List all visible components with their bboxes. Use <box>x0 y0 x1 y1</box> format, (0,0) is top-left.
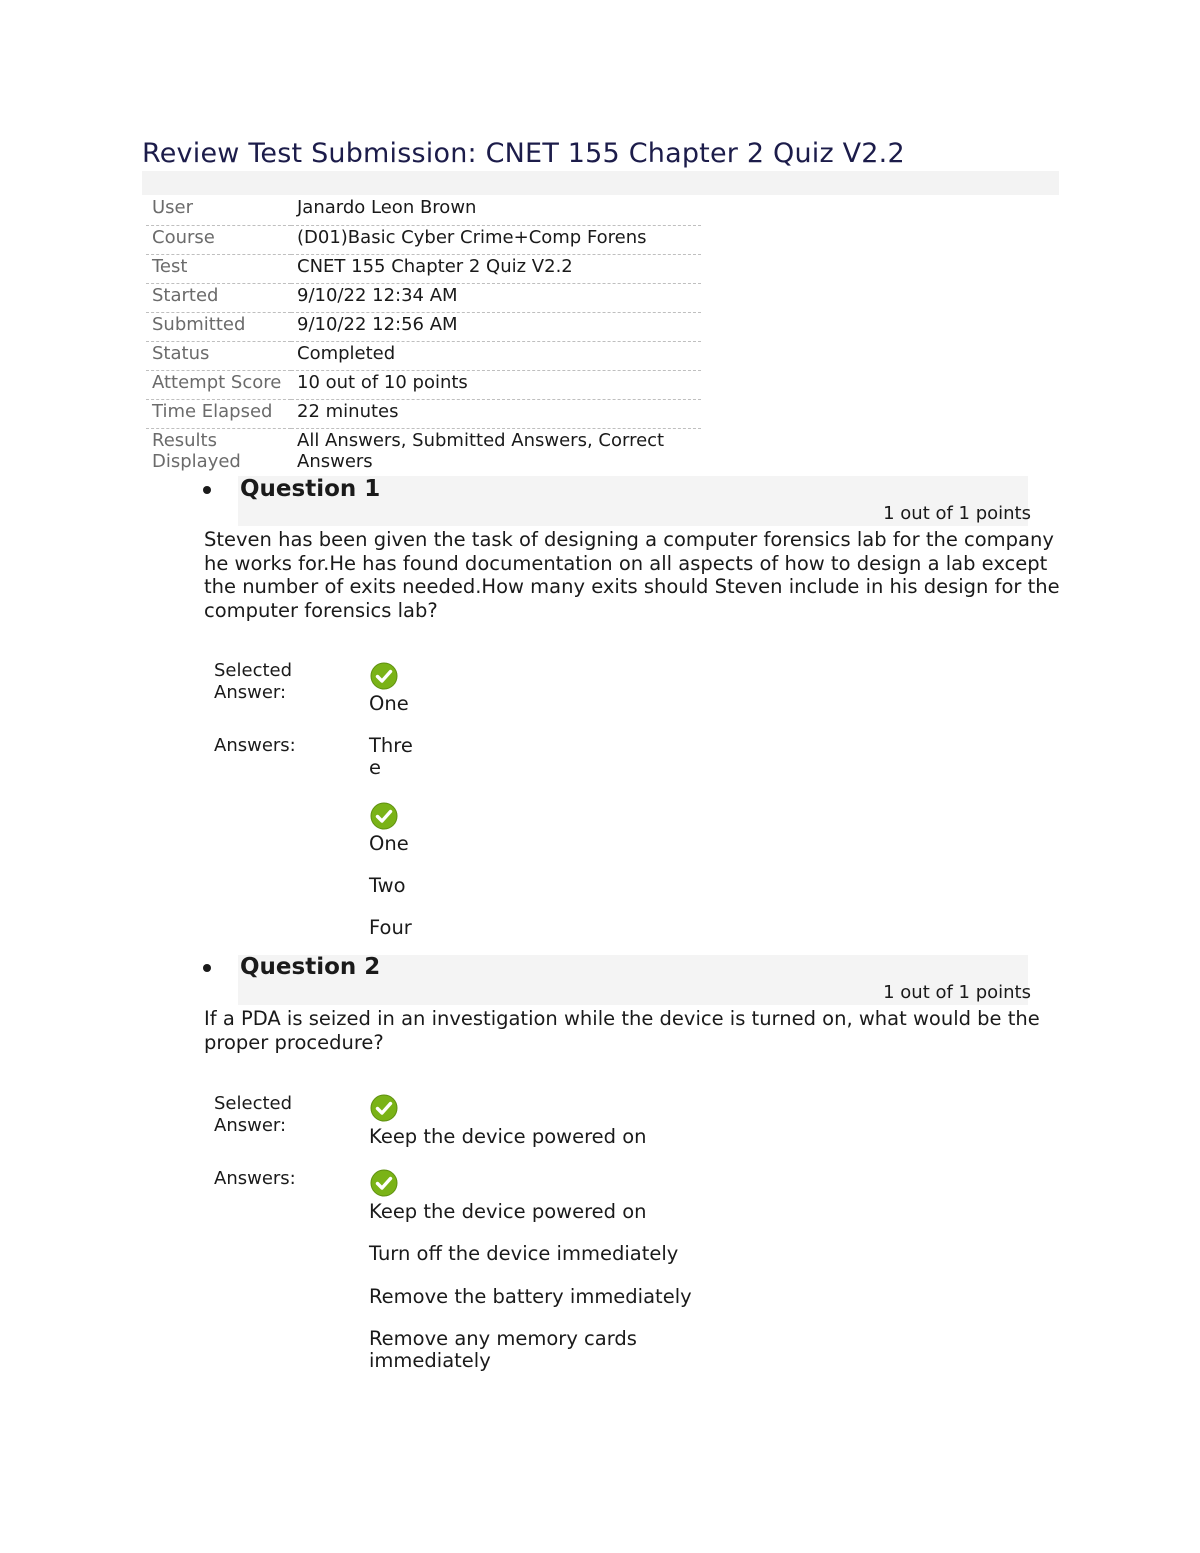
question-text: If a PDA is seized in an investigation while the device is turned on, what would be the proper procedure? <box>204 1007 1040 1054</box>
bullet-icon <box>203 486 211 494</box>
detail-label: Status <box>152 342 210 364</box>
detail-label: Time Elapsed <box>152 400 273 422</box>
title-divider-bar <box>142 171 1059 195</box>
detail-value: Completed <box>297 342 396 364</box>
answers-label: Answers: <box>214 735 296 756</box>
detail-label: Started <box>152 284 219 306</box>
detail-row <box>146 370 701 399</box>
detail-row <box>146 428 701 473</box>
question-points: 1 out of 1 points <box>883 982 1031 1003</box>
selected-answer-label: Selected Answer: <box>214 1093 293 1136</box>
detail-label: Course <box>152 226 215 248</box>
detail-row <box>146 312 701 341</box>
detail-value: CNET 155 Chapter 2 Quiz V2.2 <box>297 255 573 277</box>
check-circle-icon <box>370 662 398 690</box>
detail-value: All Answers, Submitted Answers, Correct Answers <box>297 429 665 472</box>
detail-row <box>146 225 701 254</box>
detail-value: 22 minutes <box>297 400 399 422</box>
answer-option-correct: One <box>369 832 409 855</box>
page-title: Review Test Submission: CNET 155 Chapter 2 Quiz V2.2 <box>142 138 905 169</box>
detail-row <box>146 254 701 283</box>
answer-option: Two <box>369 874 406 897</box>
detail-label: Test <box>152 255 188 277</box>
detail-value: Janardo Leon Brown <box>297 197 477 218</box>
answer-option: Four <box>369 916 412 939</box>
selected-answer-value: Keep the device powered on <box>369 1125 647 1148</box>
detail-value: 10 out of 10 points <box>297 371 468 393</box>
detail-label: Attempt Score <box>152 371 282 393</box>
detail-row <box>146 341 701 370</box>
question-points: 1 out of 1 points <box>883 503 1031 524</box>
detail-row <box>146 283 701 312</box>
detail-value: 9/10/22 12:34 AM <box>297 284 458 306</box>
submission-details-table <box>146 196 701 473</box>
check-circle-icon <box>370 1094 398 1122</box>
question-title: Question 1 <box>240 476 381 502</box>
detail-label: User <box>152 197 194 218</box>
answer-option: Three <box>369 734 413 779</box>
selected-answer-label: Selected Answer: <box>214 660 293 703</box>
check-circle-icon <box>370 802 398 830</box>
answer-option: Remove any memory cards immediately <box>369 1327 637 1372</box>
bullet-icon <box>203 964 211 972</box>
answer-option-correct: Keep the device powered on <box>369 1200 647 1223</box>
answers-label: Answers: <box>214 1168 296 1189</box>
detail-value: 9/10/22 12:56 AM <box>297 313 458 335</box>
check-circle-icon <box>370 1169 398 1197</box>
detail-row <box>146 196 701 225</box>
detail-value: (D01)Basic Cyber Crime+Comp Forens <box>297 226 647 248</box>
detail-label: Submitted <box>152 313 246 335</box>
detail-row <box>146 399 701 428</box>
answer-option: Remove the battery immediately <box>369 1285 692 1308</box>
selected-answer-value: One <box>369 692 409 715</box>
question-title: Question 2 <box>240 954 381 980</box>
detail-label: Results Displayed <box>152 429 241 472</box>
question-text: Steven has been given the task of designing a computer forensics lab for the company he works for.He has found documentation on all aspects of how to design a lab except the number of exits needed.How many exits should Steven include in his design for the computer forensics lab? <box>204 528 1060 622</box>
answer-option: Turn off the device immediately <box>369 1242 679 1265</box>
